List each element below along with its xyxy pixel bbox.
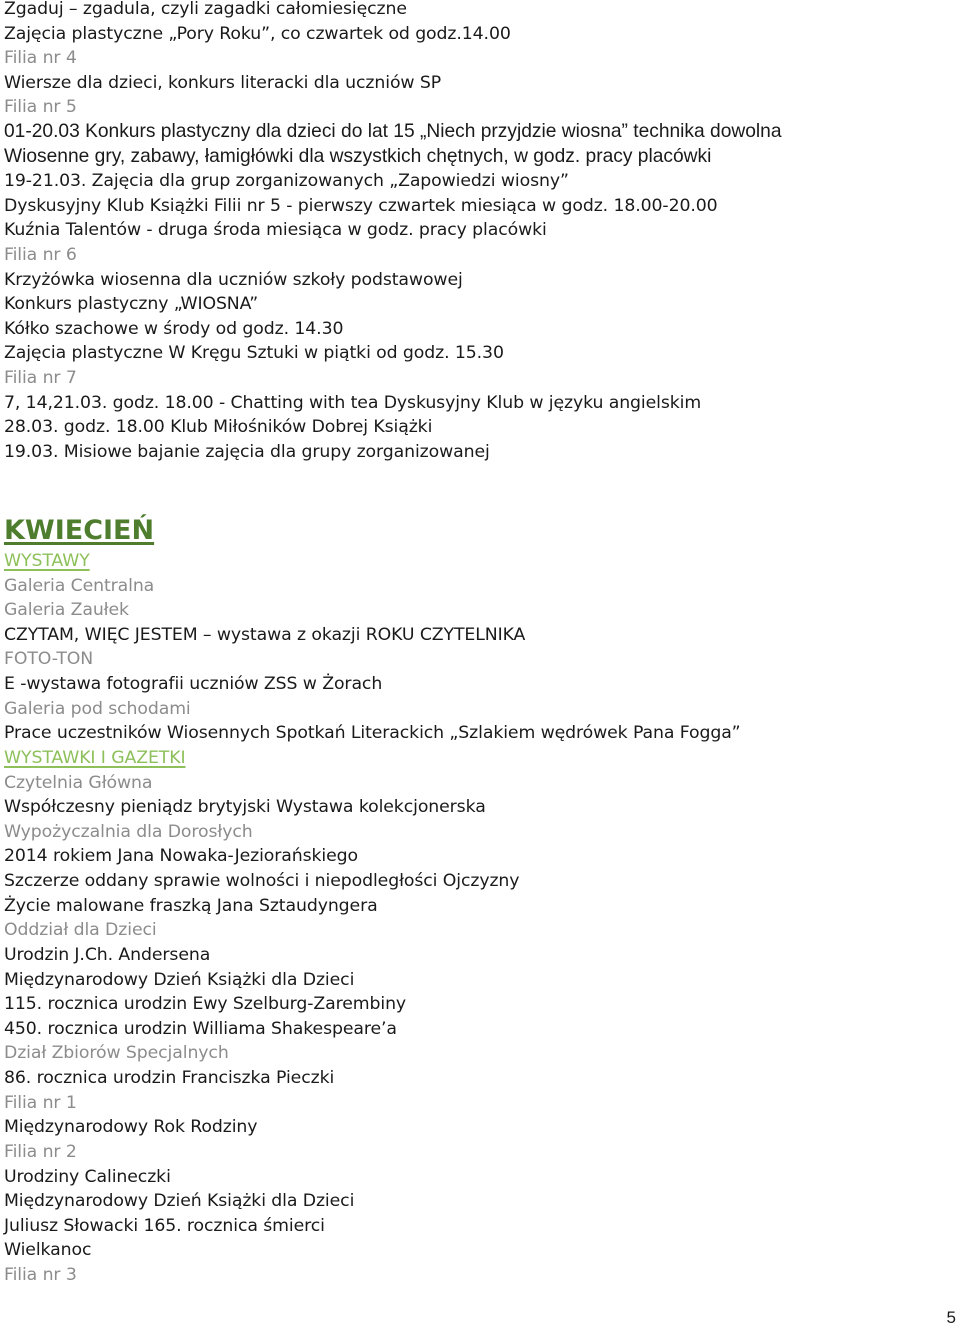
event-line: Międzynarodowy Rok Rodziny bbox=[4, 1117, 258, 1138]
event-line: Kuźnia Talentów - druga środa miesiąca w godz. pracy placówki bbox=[4, 220, 547, 241]
event-line: Zajęcia plastyczne „Pory Roku”, co czwartek od godz.14.00 bbox=[4, 23, 511, 44]
event-line: 01-20.03 Konkurs plastyczny dla dzieci do lat 15 „Niech przyjdzie wiosna” technika dowolna bbox=[4, 121, 782, 142]
section-label: Filia nr 1 bbox=[4, 1092, 77, 1113]
event-line: Zgaduj – zgadula, czyli zagadki całomiesięczne bbox=[4, 0, 407, 19]
event-line: Urodzin J.Ch. Andersena bbox=[4, 944, 211, 965]
section-label: Filia nr 4 bbox=[4, 48, 77, 69]
subsection-heading: WYSTAWKI I GAZETKI bbox=[4, 747, 186, 768]
section-label: Oddział dla Dzieci bbox=[4, 920, 157, 941]
event-line: 115. rocznica urodzin Ewy Szelburg-Zarembiny bbox=[4, 994, 407, 1015]
event-line: CZYTAM, WIĘC JESTEM – wystawa z okazji ROKU CZYTELNIKA bbox=[4, 624, 526, 645]
event-line: 86. rocznica urodzin Franciszka Pieczki bbox=[4, 1068, 335, 1089]
event-line: Szczerze oddany sprawie wolności i niepodległości Ojczyzny bbox=[4, 871, 520, 892]
event-line: Życie malowane fraszką Jana Sztaudyngera bbox=[4, 895, 378, 916]
section-label: Czytelnia Główna bbox=[4, 772, 153, 793]
event-line: 450. rocznica urodzin Williama Shakespeare’a bbox=[4, 1018, 397, 1039]
section-label: Filia nr 7 bbox=[4, 368, 77, 388]
event-line: Wiosenne gry, zabawy, łamigłówki dla wszystkich chętnych, w godz. pracy placówki bbox=[4, 145, 712, 167]
section-label: Filia nr 5 bbox=[4, 97, 77, 118]
event-line: Juliusz Słowacki 165. rocznica śmierci bbox=[4, 1215, 325, 1236]
event-line: Dyskusyjny Klub Książki Filii nr 5 - pierwszy czwartek miesiąca w godz. 18.00-20.00 bbox=[4, 195, 718, 216]
section-label: Galeria Zaułek bbox=[4, 600, 129, 621]
event-line: Urodziny Calineczki bbox=[4, 1166, 171, 1187]
event-line: 2014 rokiem Jana Nowaka-Jeziorańskiego bbox=[4, 846, 358, 867]
section-label: Galeria Centralna bbox=[4, 575, 155, 596]
section-label: Wypożyczalnia dla Dorosłych bbox=[4, 821, 253, 842]
month-heading: KWIECIEŃ bbox=[4, 515, 155, 546]
event-line: Wielkanoc bbox=[4, 1240, 92, 1261]
section-label: Galeria pod schodami bbox=[4, 698, 191, 719]
event-line: 28.03. godz. 18.00 Klub Miłośników Dobrej Książki bbox=[4, 417, 433, 438]
page-number: 5 bbox=[946, 1308, 956, 1327]
section-label: Dział Zbiorów Specjalnych bbox=[4, 1043, 229, 1064]
section-label: Filia nr 3 bbox=[4, 1264, 77, 1285]
event-line: E -wystawa fotografii uczniów ZSS w Żorach bbox=[4, 674, 383, 695]
event-line: 7, 14,21.03. godz. 18.00 - Chatting with tea Dyskusyjny Klub w języku angielskim bbox=[4, 392, 702, 413]
event-line: Wiersze dla dzieci, konkurs literacki dla uczniów SP bbox=[4, 72, 442, 93]
section-label: FOTO-TON bbox=[4, 649, 94, 670]
event-line: Kółko szachowe w środy od godz. 14.30 bbox=[4, 318, 344, 339]
event-line: Współczesny pieniądz brytyjski Wystawa kolekcjonerska bbox=[4, 797, 486, 818]
event-line: Międzynarodowy Dzień Książki dla Dzieci bbox=[4, 969, 355, 990]
section-label: Filia nr 2 bbox=[4, 1141, 77, 1162]
event-line: Prace uczestników Wiosennych Spotkań Literackich „Szlakiem wędrówek Pana Fogga” bbox=[4, 723, 741, 744]
event-line: Międzynarodowy Dzień Książki dla Dzieci bbox=[4, 1191, 355, 1212]
event-line: Zajęcia plastyczne W Kręgu Sztuki w piątki od godz. 15.30 bbox=[4, 343, 504, 364]
event-line: 19.03. Misiowe bajanie zajęcia dla grupy zorganizowanej bbox=[4, 441, 490, 462]
event-line: Konkurs plastyczny „WIOSNA” bbox=[4, 294, 259, 315]
subsection-heading: WYSTAWY bbox=[4, 551, 90, 571]
section-label: Filia nr 6 bbox=[4, 245, 77, 265]
event-line: 19-21.03. Zajęcia dla grup zorganizowanych „Zapowiedzi wiosny” bbox=[4, 171, 569, 192]
event-line: Krzyżówka wiosenna dla uczniów szkoły podstawowej bbox=[4, 269, 463, 290]
